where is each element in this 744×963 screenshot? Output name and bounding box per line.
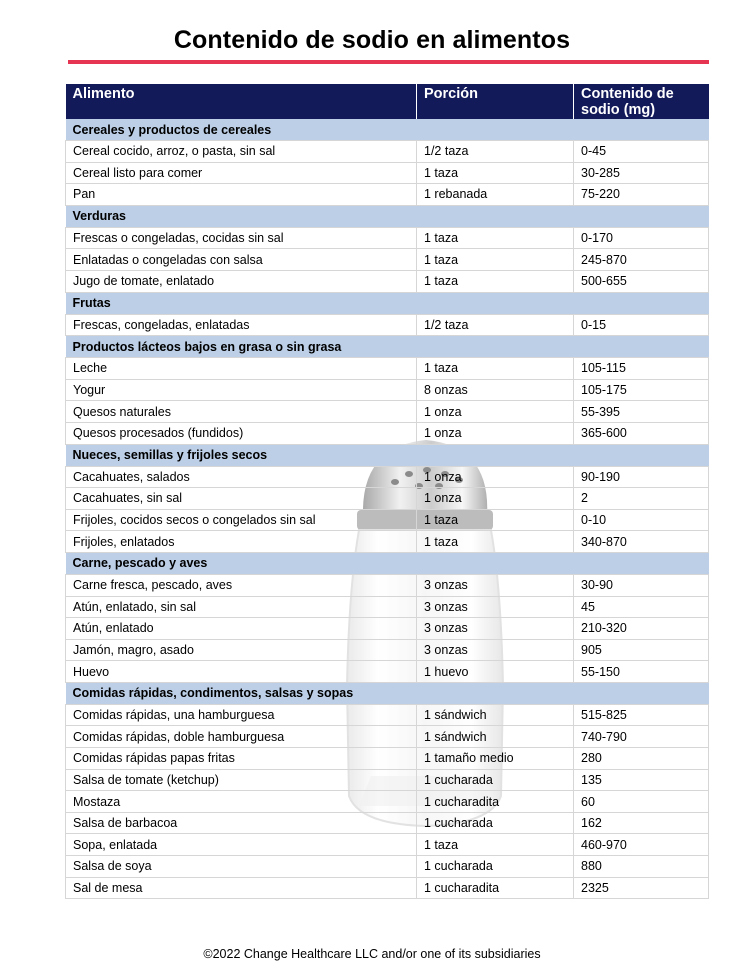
portion-cell: 1 cucharadita — [417, 877, 574, 899]
food-cell: Cacahuates, sin sal — [66, 488, 417, 510]
food-cell: Sal de mesa — [66, 877, 417, 899]
portion-cell: 1 tamaño medio — [417, 748, 574, 770]
food-cell: Salsa de soya — [66, 856, 417, 878]
category-label: Productos lácteos bajos en grasa o sin grasa — [66, 336, 709, 358]
portion-cell: 1 onza — [417, 401, 574, 423]
table-row — [66, 184, 709, 206]
sodium-cell: 0-10 — [574, 509, 709, 531]
portion-cell: 1 huevo — [417, 661, 574, 683]
sodium-cell: 55-395 — [574, 401, 709, 423]
sodium-cell: 740-790 — [574, 726, 709, 748]
portion-cell: 1 taza — [417, 358, 574, 380]
portion-cell: 1 onza — [417, 466, 574, 488]
food-cell: Atún, enlatado, sin sal — [66, 596, 417, 618]
table-row — [66, 856, 709, 878]
table-row — [66, 748, 709, 770]
portion-cell: 1 taza — [417, 270, 574, 292]
page-title: Contenido de sodio en alimentos — [173, 26, 571, 54]
portion-cell: 1 taza — [417, 162, 574, 184]
table-row — [66, 661, 709, 683]
sodium-cell: 90-190 — [574, 466, 709, 488]
food-cell: Yogur — [66, 379, 417, 401]
portion-cell: 3 onzas — [417, 574, 574, 596]
table-row — [66, 249, 709, 271]
sodium-cell: 905 — [574, 639, 709, 661]
header-portion: Porción — [417, 84, 574, 119]
sodium-cell: 30-90 — [574, 574, 709, 596]
food-cell: Mostaza — [66, 791, 417, 813]
portion-cell: 3 onzas — [417, 639, 574, 661]
table-row — [66, 704, 709, 726]
sodium-cell: 2 — [574, 488, 709, 510]
food-cell: Leche — [66, 358, 417, 380]
sodium-cell: 0-15 — [574, 314, 709, 336]
table-row — [66, 812, 709, 834]
portion-cell: 1/2 taza — [417, 141, 574, 163]
table-row — [66, 488, 709, 510]
food-cell: Cacahuates, salados — [66, 466, 417, 488]
sodium-cell: 105-115 — [574, 358, 709, 380]
header-sodium: Contenido de sodio (mg) — [574, 84, 709, 119]
food-cell: Comidas rápidas papas fritas — [66, 748, 417, 770]
category-row — [66, 336, 709, 358]
sodium-cell: 55-150 — [574, 661, 709, 683]
table-row — [66, 227, 709, 249]
food-cell: Frijoles, enlatados — [66, 531, 417, 553]
category-label: Nueces, semillas y frijoles secos — [66, 444, 709, 466]
sodium-cell: 500-655 — [574, 270, 709, 292]
category-row — [66, 682, 709, 704]
food-cell: Comidas rápidas, doble hamburguesa — [66, 726, 417, 748]
sodium-cell: 0-45 — [574, 141, 709, 163]
food-cell: Cereal cocido, arroz, o pasta, sin sal — [66, 141, 417, 163]
sodium-table-container — [65, 84, 708, 899]
food-cell: Comidas rápidas, una hamburguesa — [66, 704, 417, 726]
food-cell: Salsa de barbacoa — [66, 812, 417, 834]
food-cell: Jamón, magro, asado — [66, 639, 417, 661]
portion-cell: 1/2 taza — [417, 314, 574, 336]
table-row — [66, 509, 709, 531]
table-row — [66, 422, 709, 444]
sodium-cell: 880 — [574, 856, 709, 878]
table-row — [66, 834, 709, 856]
table-header-row — [66, 84, 709, 119]
sodium-cell: 245-870 — [574, 249, 709, 271]
table-row — [66, 574, 709, 596]
table-row — [66, 596, 709, 618]
table-row — [66, 466, 709, 488]
table-row — [66, 877, 709, 899]
table-row — [66, 726, 709, 748]
portion-cell: 1 taza — [417, 249, 574, 271]
sodium-cell: 45 — [574, 596, 709, 618]
portion-cell: 1 sándwich — [417, 704, 574, 726]
category-row — [66, 444, 709, 466]
sodium-cell: 75-220 — [574, 184, 709, 206]
portion-cell: 1 taza — [417, 227, 574, 249]
table-row — [66, 401, 709, 423]
category-label: Frutas — [66, 292, 709, 314]
portion-cell: 1 cucharada — [417, 812, 574, 834]
sodium-cell: 210-320 — [574, 618, 709, 640]
sodium-cell: 515-825 — [574, 704, 709, 726]
food-cell: Atún, enlatado — [66, 618, 417, 640]
sodium-cell: 460-970 — [574, 834, 709, 856]
food-cell: Frescas o congeladas, cocidas sin sal — [66, 227, 417, 249]
portion-cell: 1 rebanada — [417, 184, 574, 206]
portion-cell: 1 cucharada — [417, 769, 574, 791]
portion-cell: 1 onza — [417, 488, 574, 510]
portion-cell: 1 taza — [417, 509, 574, 531]
sodium-table — [65, 84, 709, 899]
portion-cell: 1 sándwich — [417, 726, 574, 748]
food-cell: Sopa, enlatada — [66, 834, 417, 856]
sodium-cell: 105-175 — [574, 379, 709, 401]
sodium-cell: 162 — [574, 812, 709, 834]
sodium-cell: 2325 — [574, 877, 709, 899]
portion-cell: 1 cucharada — [417, 856, 574, 878]
category-row — [66, 119, 709, 141]
food-cell: Salsa de tomate (ketchup) — [66, 769, 417, 791]
header-food: Alimento — [66, 84, 417, 119]
portion-cell: 3 onzas — [417, 596, 574, 618]
food-cell: Frijoles, cocidos secos o congelados sin sal — [66, 509, 417, 531]
food-cell: Quesos naturales — [66, 401, 417, 423]
food-cell: Huevo — [66, 661, 417, 683]
table-row — [66, 270, 709, 292]
sodium-cell: 365-600 — [574, 422, 709, 444]
title-divider — [68, 60, 709, 64]
sodium-cell: 340-870 — [574, 531, 709, 553]
sodium-cell: 0-170 — [574, 227, 709, 249]
food-cell: Cereal listo para comer — [66, 162, 417, 184]
portion-cell: 1 cucharadita — [417, 791, 574, 813]
table-row — [66, 769, 709, 791]
sodium-cell: 280 — [574, 748, 709, 770]
category-label: Verduras — [66, 205, 709, 227]
sodium-cell: 30-285 — [574, 162, 709, 184]
category-label: Comidas rápidas, condimentos, salsas y sopas — [66, 682, 709, 704]
portion-cell: 3 onzas — [417, 618, 574, 640]
food-cell: Frescas, congeladas, enlatadas — [66, 314, 417, 336]
portion-cell: 1 onza — [417, 422, 574, 444]
category-label: Cereales y productos de cereales — [66, 119, 709, 141]
sodium-cell: 135 — [574, 769, 709, 791]
table-row — [66, 791, 709, 813]
food-cell: Carne fresca, pescado, aves — [66, 574, 417, 596]
copyright-footer: ©2022 Change Healthcare LLC and/or one of its subsidiaries — [203, 947, 541, 961]
food-cell: Enlatadas o congeladas con salsa — [66, 249, 417, 271]
table-row — [66, 162, 709, 184]
table-row — [66, 531, 709, 553]
food-cell: Jugo de tomate, enlatado — [66, 270, 417, 292]
table-row — [66, 141, 709, 163]
category-row — [66, 205, 709, 227]
food-cell: Quesos procesados (fundidos) — [66, 422, 417, 444]
category-label: Carne, pescado y aves — [66, 552, 709, 574]
table-row — [66, 358, 709, 380]
category-row — [66, 552, 709, 574]
table-row — [66, 618, 709, 640]
category-row — [66, 292, 709, 314]
portion-cell: 8 onzas — [417, 379, 574, 401]
table-row — [66, 314, 709, 336]
sodium-cell: 60 — [574, 791, 709, 813]
portion-cell: 1 taza — [417, 834, 574, 856]
table-row — [66, 639, 709, 661]
food-cell: Pan — [66, 184, 417, 206]
portion-cell: 1 taza — [417, 531, 574, 553]
table-row — [66, 379, 709, 401]
